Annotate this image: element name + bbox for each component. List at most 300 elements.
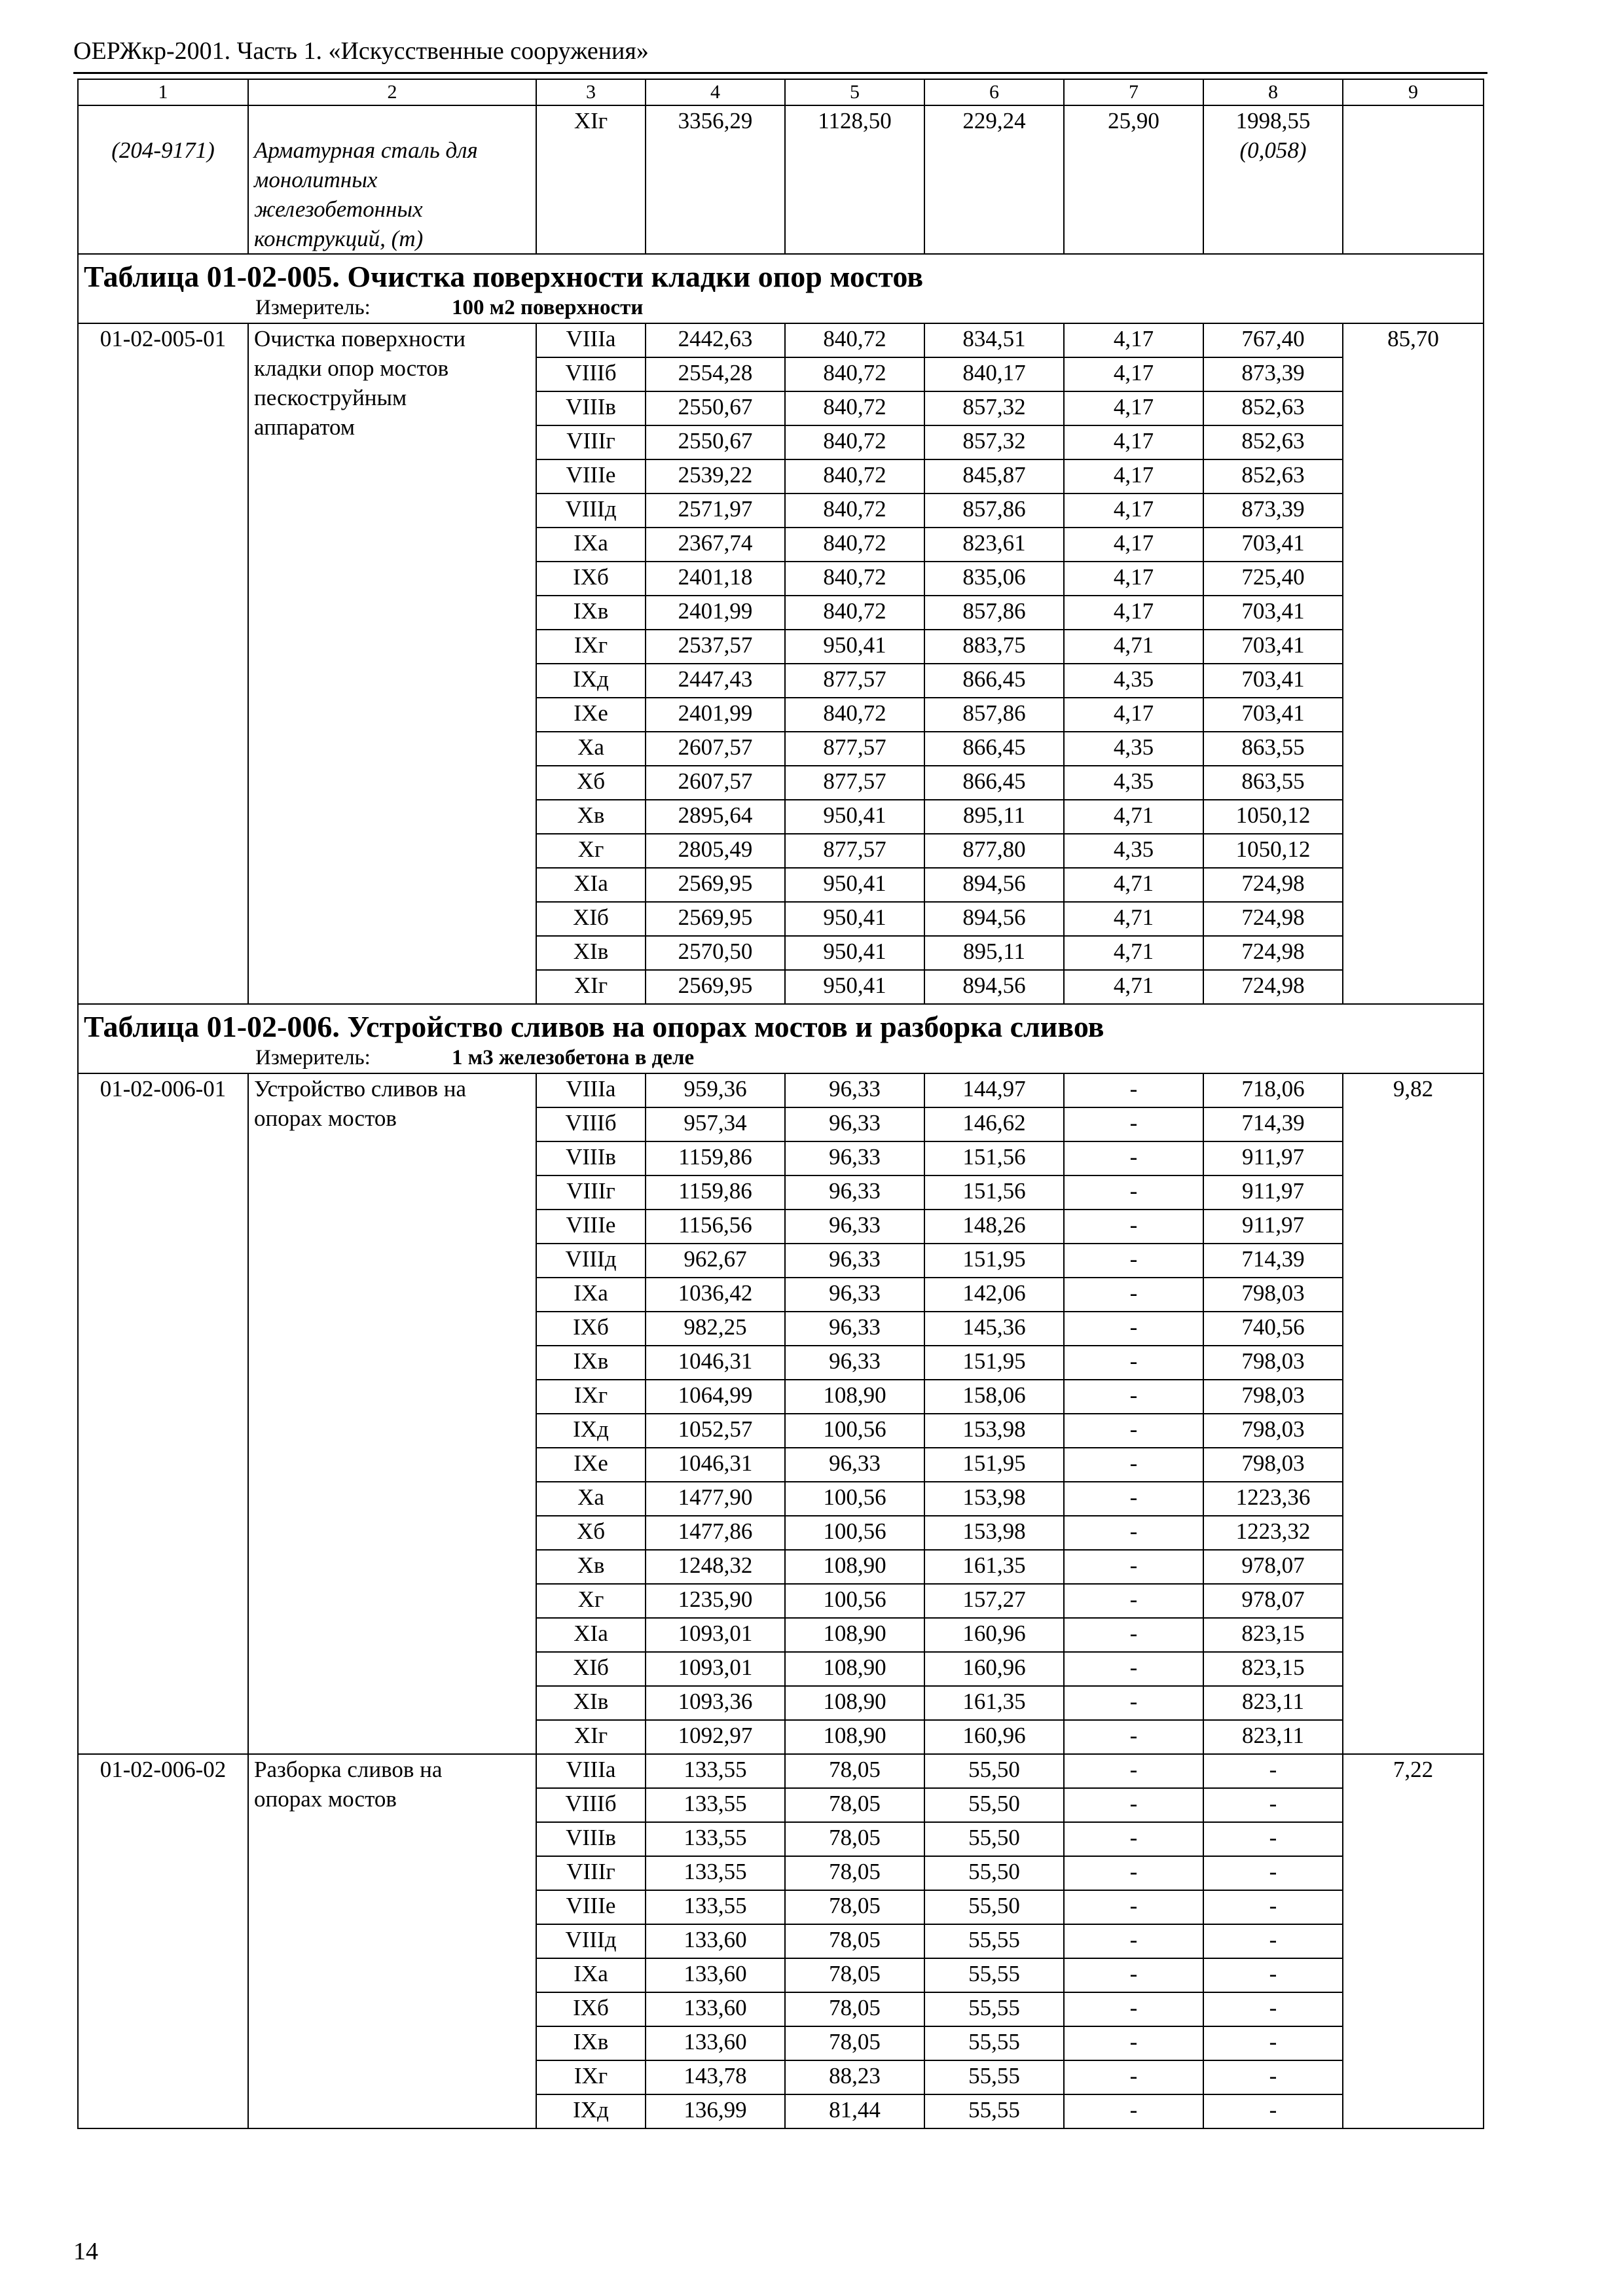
value-cell: 160,96 xyxy=(924,1652,1064,1686)
value-cell: 142,06 xyxy=(924,1278,1064,1312)
value-cell: - xyxy=(1064,1278,1203,1312)
value-cell: 78,05 xyxy=(785,1890,924,1924)
value-cell: - xyxy=(1203,2060,1343,2094)
value-cell: 96,33 xyxy=(785,1312,924,1346)
zone-cell: IXв xyxy=(536,596,646,630)
value-cell: 798,03 xyxy=(1203,1346,1343,1380)
value-cell: 55,55 xyxy=(924,1992,1064,2026)
value-cell: 950,41 xyxy=(785,936,924,970)
column-number: 1 xyxy=(78,79,248,105)
rates-table-wrapper xyxy=(77,79,1483,2129)
zone-cell: VIIIв xyxy=(536,1822,646,1856)
value-cell: - xyxy=(1203,1924,1343,1958)
value-cell: 1223,36 xyxy=(1203,1482,1343,1516)
value-cell: 4,71 xyxy=(1064,936,1203,970)
value-cell: 4,35 xyxy=(1064,766,1203,800)
value-cell: 1036,42 xyxy=(646,1278,785,1312)
zone-cell: VIIIв xyxy=(536,1141,646,1175)
zone-cell: XIг xyxy=(536,1720,646,1754)
material-name-cell xyxy=(248,105,536,254)
value-cell: 78,05 xyxy=(785,1788,924,1822)
zone-cell: Xг xyxy=(536,834,646,868)
value-cell: - xyxy=(1064,1244,1203,1278)
value-cell: 877,57 xyxy=(785,766,924,800)
rate-name-line: опорах мостов xyxy=(254,1786,397,1812)
value-cell: 911,97 xyxy=(1203,1210,1343,1244)
value-cell: 857,86 xyxy=(924,596,1064,630)
value-cell: 158,06 xyxy=(924,1380,1064,1414)
value-cell: 840,72 xyxy=(785,493,924,528)
value-cell: 840,72 xyxy=(785,562,924,596)
material-name-line: монолитных xyxy=(254,167,378,192)
value-cell: 151,95 xyxy=(924,1346,1064,1380)
value-cell: 148,26 xyxy=(924,1210,1064,1244)
rate-name-line: пескоструйным xyxy=(254,385,407,410)
value-cell: 2447,43 xyxy=(646,664,785,698)
zone-cell: XIб xyxy=(536,902,646,936)
zone-cell: IXа xyxy=(536,1278,646,1312)
value-cell: 978,07 xyxy=(1203,1550,1343,1584)
zone-cell: IXг xyxy=(536,2060,646,2094)
value-cell: 151,95 xyxy=(924,1448,1064,1482)
value-cell: 78,05 xyxy=(785,2026,924,2060)
zone-cell: Xа xyxy=(536,1482,646,1516)
value-cell: 2570,50 xyxy=(646,936,785,970)
value-cell: 857,86 xyxy=(924,493,1064,528)
value-cell: 863,55 xyxy=(1203,766,1343,800)
value-cell: 798,03 xyxy=(1203,1380,1343,1414)
value-cell: 55,55 xyxy=(924,1958,1064,1992)
rate-c9: 7,22 xyxy=(1343,1754,1484,2128)
rate-name-line: кладки опор мостов xyxy=(254,355,449,381)
value-cell: 1046,31 xyxy=(646,1346,785,1380)
value-cell: 895,11 xyxy=(924,800,1064,834)
value-cell: 982,25 xyxy=(646,1312,785,1346)
value-cell: 78,05 xyxy=(785,1992,924,2026)
value-cell: 133,55 xyxy=(646,1856,785,1890)
value-cell: 146,62 xyxy=(924,1107,1064,1141)
zone-cell: VIIIг xyxy=(536,1856,646,1890)
material-c7-cell: 25,90 xyxy=(1064,105,1203,254)
value-cell: 161,35 xyxy=(924,1686,1064,1720)
value-cell: 108,90 xyxy=(785,1652,924,1686)
page-number: 14 xyxy=(73,2238,98,2265)
material-code: (204-9171) xyxy=(111,137,215,163)
value-cell: 2539,22 xyxy=(646,459,785,493)
value-cell: 2401,18 xyxy=(646,562,785,596)
value-cell: 4,71 xyxy=(1064,800,1203,834)
zone-cell: VIIIб xyxy=(536,1788,646,1822)
value-cell: 1064,99 xyxy=(646,1380,785,1414)
value-cell: - xyxy=(1064,1890,1203,1924)
value-cell: 857,86 xyxy=(924,698,1064,732)
value-cell: 100,56 xyxy=(785,1414,924,1448)
rate-name-line: Разборка сливов на xyxy=(254,1757,443,1782)
column-number: 9 xyxy=(1343,79,1484,105)
value-cell: 136,99 xyxy=(646,2094,785,2128)
value-cell: 1093,01 xyxy=(646,1652,785,1686)
material-c8-sub: (0,058) xyxy=(1239,137,1307,163)
rate-code: 01-02-006-01 xyxy=(78,1073,248,1754)
value-cell: 840,72 xyxy=(785,596,924,630)
value-cell: 840,72 xyxy=(785,391,924,425)
value-cell: 78,05 xyxy=(785,1754,924,1788)
value-cell: 852,63 xyxy=(1203,459,1343,493)
value-cell: 151,95 xyxy=(924,1244,1064,1278)
value-cell: 4,17 xyxy=(1064,596,1203,630)
value-cell: 160,96 xyxy=(924,1618,1064,1652)
value-cell: - xyxy=(1064,1312,1203,1346)
value-cell: 108,90 xyxy=(785,1618,924,1652)
value-cell: 863,55 xyxy=(1203,732,1343,766)
material-row xyxy=(78,105,1484,254)
rate-code: 01-02-006-02 xyxy=(78,1754,248,2128)
zone-cell: XIг xyxy=(536,970,646,1004)
value-cell: 1477,86 xyxy=(646,1516,785,1550)
rate-row xyxy=(78,1073,1484,1107)
value-cell: 962,67 xyxy=(646,1244,785,1278)
value-cell: 798,03 xyxy=(1203,1448,1343,1482)
table-measure xyxy=(78,295,1484,323)
value-cell: 4,17 xyxy=(1064,493,1203,528)
value-cell: 798,03 xyxy=(1203,1278,1343,1312)
value-cell: 798,03 xyxy=(1203,1414,1343,1448)
value-cell: 133,60 xyxy=(646,1924,785,1958)
table-measure-row xyxy=(78,1045,1484,1073)
value-cell: 108,90 xyxy=(785,1686,924,1720)
value-cell: 703,41 xyxy=(1203,664,1343,698)
zone-cell: IXб xyxy=(536,562,646,596)
value-cell: 950,41 xyxy=(785,868,924,902)
value-cell: 4,17 xyxy=(1064,459,1203,493)
zone-cell: IXб xyxy=(536,1312,646,1346)
value-cell: 703,41 xyxy=(1203,596,1343,630)
value-cell: - xyxy=(1064,1958,1203,1992)
value-cell: 1046,31 xyxy=(646,1448,785,1482)
value-cell: 55,50 xyxy=(924,1856,1064,1890)
measure-value: 100 м2 поверхности xyxy=(452,296,644,319)
table-title: Таблица 01-02-006. Устройство сливов на опорах мостов и разборка сливов xyxy=(78,1004,1484,1045)
value-cell: 957,34 xyxy=(646,1107,785,1141)
value-cell: 950,41 xyxy=(785,970,924,1004)
value-cell: 877,57 xyxy=(785,664,924,698)
zone-cell: IXе xyxy=(536,1448,646,1482)
value-cell: 88,23 xyxy=(785,2060,924,2094)
value-cell: 840,72 xyxy=(785,459,924,493)
value-cell: 160,96 xyxy=(924,1720,1064,1754)
value-cell: 96,33 xyxy=(785,1073,924,1107)
column-number: 8 xyxy=(1203,79,1343,105)
value-cell: - xyxy=(1064,1584,1203,1618)
value-cell: 866,45 xyxy=(924,664,1064,698)
value-cell: - xyxy=(1203,1958,1343,1992)
value-cell: - xyxy=(1064,1175,1203,1210)
value-cell: 4,35 xyxy=(1064,732,1203,766)
measure-label: Измеритель: xyxy=(255,296,371,319)
value-cell: - xyxy=(1064,1618,1203,1652)
value-cell: - xyxy=(1203,1822,1343,1856)
zone-cell: VIIIе xyxy=(536,459,646,493)
material-code-cell xyxy=(78,105,248,254)
zone-cell: VIIIд xyxy=(536,1244,646,1278)
value-cell: 108,90 xyxy=(785,1720,924,1754)
value-cell: 1235,90 xyxy=(646,1584,785,1618)
value-cell: 151,56 xyxy=(924,1175,1064,1210)
value-cell: 100,56 xyxy=(785,1482,924,1516)
value-cell: 133,60 xyxy=(646,1992,785,2026)
value-cell: 703,41 xyxy=(1203,698,1343,732)
value-cell: 835,06 xyxy=(924,562,1064,596)
material-c6-cell: 229,24 xyxy=(924,105,1064,254)
value-cell: 55,55 xyxy=(924,2094,1064,2128)
rate-row xyxy=(78,323,1484,357)
value-cell: 852,63 xyxy=(1203,425,1343,459)
zone-cell: XIб xyxy=(536,1652,646,1686)
value-cell: 2607,57 xyxy=(646,732,785,766)
value-cell: 767,40 xyxy=(1203,323,1343,357)
value-cell: 81,44 xyxy=(785,2094,924,2128)
value-cell: - xyxy=(1064,1414,1203,1448)
zone-cell: IXв xyxy=(536,1346,646,1380)
value-cell: 55,50 xyxy=(924,1754,1064,1788)
value-cell: - xyxy=(1064,1141,1203,1175)
value-cell: 823,15 xyxy=(1203,1652,1343,1686)
zone-cell: VIIIе xyxy=(536,1210,646,1244)
zone-cell: VIIIг xyxy=(536,425,646,459)
value-cell: 96,33 xyxy=(785,1210,924,1244)
value-cell: - xyxy=(1064,1924,1203,1958)
zone-cell: XIв xyxy=(536,1686,646,1720)
value-cell: 4,17 xyxy=(1064,562,1203,596)
value-cell: - xyxy=(1064,1482,1203,1516)
zone-cell: VIIIа xyxy=(536,323,646,357)
value-cell: 143,78 xyxy=(646,2060,785,2094)
value-cell: 714,39 xyxy=(1203,1107,1343,1141)
value-cell: 1050,12 xyxy=(1203,834,1343,868)
column-number: 6 xyxy=(924,79,1064,105)
material-name-line: железобетонных xyxy=(254,196,423,222)
value-cell: 55,55 xyxy=(924,1924,1064,1958)
zone-cell: VIIIг xyxy=(536,1175,646,1210)
value-cell: 823,11 xyxy=(1203,1686,1343,1720)
value-cell: 740,56 xyxy=(1203,1312,1343,1346)
value-cell: 2554,28 xyxy=(646,357,785,391)
value-cell: - xyxy=(1064,2026,1203,2060)
material-c5-cell: 1128,50 xyxy=(785,105,924,254)
rate-name-cell xyxy=(248,323,536,1004)
value-cell: - xyxy=(1064,1856,1203,1890)
value-cell: 96,33 xyxy=(785,1141,924,1175)
value-cell: 724,98 xyxy=(1203,936,1343,970)
value-cell: - xyxy=(1064,1346,1203,1380)
value-cell: 834,51 xyxy=(924,323,1064,357)
rate-c9: 85,70 xyxy=(1343,323,1484,1004)
value-cell: 100,56 xyxy=(785,1584,924,1618)
zone-cell: IXа xyxy=(536,1958,646,1992)
material-name-line: конструкций, (т) xyxy=(254,226,424,251)
value-cell: 852,63 xyxy=(1203,391,1343,425)
zone-cell: XIа xyxy=(536,868,646,902)
value-cell: 96,33 xyxy=(785,1448,924,1482)
value-cell: - xyxy=(1064,1788,1203,1822)
value-cell: 703,41 xyxy=(1203,528,1343,562)
value-cell: 153,98 xyxy=(924,1516,1064,1550)
value-cell: 703,41 xyxy=(1203,630,1343,664)
value-cell: 108,90 xyxy=(785,1550,924,1584)
value-cell: 877,57 xyxy=(785,834,924,868)
value-cell: 823,15 xyxy=(1203,1618,1343,1652)
value-cell: 133,60 xyxy=(646,2026,785,2060)
value-cell: 2805,49 xyxy=(646,834,785,868)
value-cell: - xyxy=(1064,2060,1203,2094)
value-cell: 144,97 xyxy=(924,1073,1064,1107)
value-cell: 725,40 xyxy=(1203,562,1343,596)
material-c8-value: 1998,55 xyxy=(1235,108,1311,134)
value-cell: 718,06 xyxy=(1203,1073,1343,1107)
value-cell: 4,35 xyxy=(1064,834,1203,868)
value-cell: 950,41 xyxy=(785,630,924,664)
running-header: ОЕРЖкр-2001. Часть 1. «Искусственные сооружения» xyxy=(73,37,649,65)
rates-table xyxy=(77,79,1484,2129)
value-cell: 823,61 xyxy=(924,528,1064,562)
value-cell: 153,98 xyxy=(924,1482,1064,1516)
value-cell: 55,50 xyxy=(924,1822,1064,1856)
value-cell: 894,56 xyxy=(924,970,1064,1004)
value-cell: 153,98 xyxy=(924,1414,1064,1448)
rate-name-line: Устройство сливов на xyxy=(254,1076,466,1102)
value-cell: - xyxy=(1203,1992,1343,2026)
material-zone-cell: XIг xyxy=(536,105,646,254)
value-cell: 78,05 xyxy=(785,1924,924,1958)
value-cell: 1093,36 xyxy=(646,1686,785,1720)
zone-cell: VIIIе xyxy=(536,1890,646,1924)
column-number: 5 xyxy=(785,79,924,105)
value-cell: 96,33 xyxy=(785,1175,924,1210)
value-cell: 950,41 xyxy=(785,902,924,936)
value-cell: 4,17 xyxy=(1064,425,1203,459)
value-cell: 877,57 xyxy=(785,732,924,766)
value-cell: 866,45 xyxy=(924,732,1064,766)
value-cell: - xyxy=(1064,1822,1203,1856)
zone-cell: Xв xyxy=(536,1550,646,1584)
value-cell: 2550,67 xyxy=(646,425,785,459)
zone-cell: VIIIб xyxy=(536,357,646,391)
value-cell: 1477,90 xyxy=(646,1482,785,1516)
value-cell: - xyxy=(1203,1890,1343,1924)
value-cell: 840,72 xyxy=(785,323,924,357)
value-cell: - xyxy=(1064,1516,1203,1550)
material-c8-cell xyxy=(1203,105,1343,254)
zone-cell: IXе xyxy=(536,698,646,732)
value-cell: 4,17 xyxy=(1064,357,1203,391)
value-cell: 911,97 xyxy=(1203,1175,1343,1210)
value-cell: 840,72 xyxy=(785,698,924,732)
value-cell: - xyxy=(1064,1754,1203,1788)
zone-cell: VIIIд xyxy=(536,1924,646,1958)
rate-name-line: аппаратом xyxy=(254,414,356,440)
zone-cell: IXд xyxy=(536,664,646,698)
value-cell: 96,33 xyxy=(785,1346,924,1380)
zone-cell: VIIIб xyxy=(536,1107,646,1141)
value-cell: - xyxy=(1064,1686,1203,1720)
value-cell: - xyxy=(1203,1754,1343,1788)
value-cell: 2401,99 xyxy=(646,596,785,630)
value-cell: - xyxy=(1064,2094,1203,2128)
rate-name-cell xyxy=(248,1754,536,2128)
value-cell: 1052,57 xyxy=(646,1414,785,1448)
zone-cell: IXд xyxy=(536,1414,646,1448)
value-cell: 857,32 xyxy=(924,391,1064,425)
zone-cell: VIIIа xyxy=(536,1754,646,1788)
value-cell: - xyxy=(1203,2026,1343,2060)
value-cell: 133,55 xyxy=(646,1822,785,1856)
value-cell: 873,39 xyxy=(1203,357,1343,391)
value-cell: 55,50 xyxy=(924,1890,1064,1924)
value-cell: 55,55 xyxy=(924,2026,1064,2060)
value-cell: 161,35 xyxy=(924,1550,1064,1584)
value-cell: 78,05 xyxy=(785,1822,924,1856)
zone-cell: IXв xyxy=(536,2026,646,2060)
value-cell: - xyxy=(1064,1652,1203,1686)
value-cell: 151,56 xyxy=(924,1141,1064,1175)
value-cell: 877,80 xyxy=(924,834,1064,868)
zone-cell: XIа xyxy=(536,1618,646,1652)
value-cell: - xyxy=(1064,1107,1203,1141)
value-cell: 845,87 xyxy=(924,459,1064,493)
value-cell: - xyxy=(1064,1550,1203,1584)
value-cell: - xyxy=(1064,1073,1203,1107)
value-cell: 714,39 xyxy=(1203,1244,1343,1278)
table-title-row xyxy=(78,254,1484,295)
zone-cell: IXа xyxy=(536,528,646,562)
value-cell: 857,32 xyxy=(924,425,1064,459)
value-cell: 108,90 xyxy=(785,1380,924,1414)
value-cell: 950,41 xyxy=(785,800,924,834)
value-cell: 1159,86 xyxy=(646,1175,785,1210)
zone-cell: VIIIв xyxy=(536,391,646,425)
rate-code: 01-02-005-01 xyxy=(78,323,248,1004)
value-cell: 840,17 xyxy=(924,357,1064,391)
table-measure xyxy=(78,1045,1484,1073)
rate-c9: 9,82 xyxy=(1343,1073,1484,1754)
value-cell: 157,27 xyxy=(924,1584,1064,1618)
value-cell: 1248,32 xyxy=(646,1550,785,1584)
value-cell: 978,07 xyxy=(1203,1584,1343,1618)
value-cell: 840,72 xyxy=(785,357,924,391)
value-cell: 133,60 xyxy=(646,1958,785,1992)
value-cell: - xyxy=(1064,1720,1203,1754)
zone-cell: XIв xyxy=(536,936,646,970)
value-cell: - xyxy=(1064,1992,1203,2026)
value-cell: 823,11 xyxy=(1203,1720,1343,1754)
rate-name-line: опорах мостов xyxy=(254,1105,397,1131)
value-cell: 2607,57 xyxy=(646,766,785,800)
value-cell: 4,35 xyxy=(1064,664,1203,698)
column-number-row xyxy=(78,79,1484,105)
value-cell: 4,71 xyxy=(1064,868,1203,902)
zone-cell: IXб xyxy=(536,1992,646,2026)
column-number: 3 xyxy=(536,79,646,105)
column-number: 7 xyxy=(1064,79,1203,105)
value-cell: 2442,63 xyxy=(646,323,785,357)
zone-cell: IXд xyxy=(536,2094,646,2128)
value-cell: 1092,97 xyxy=(646,1720,785,1754)
table-measure-row xyxy=(78,295,1484,323)
value-cell: - xyxy=(1203,1788,1343,1822)
value-cell: 1156,56 xyxy=(646,1210,785,1244)
value-cell: 78,05 xyxy=(785,1958,924,1992)
value-cell: 4,17 xyxy=(1064,391,1203,425)
